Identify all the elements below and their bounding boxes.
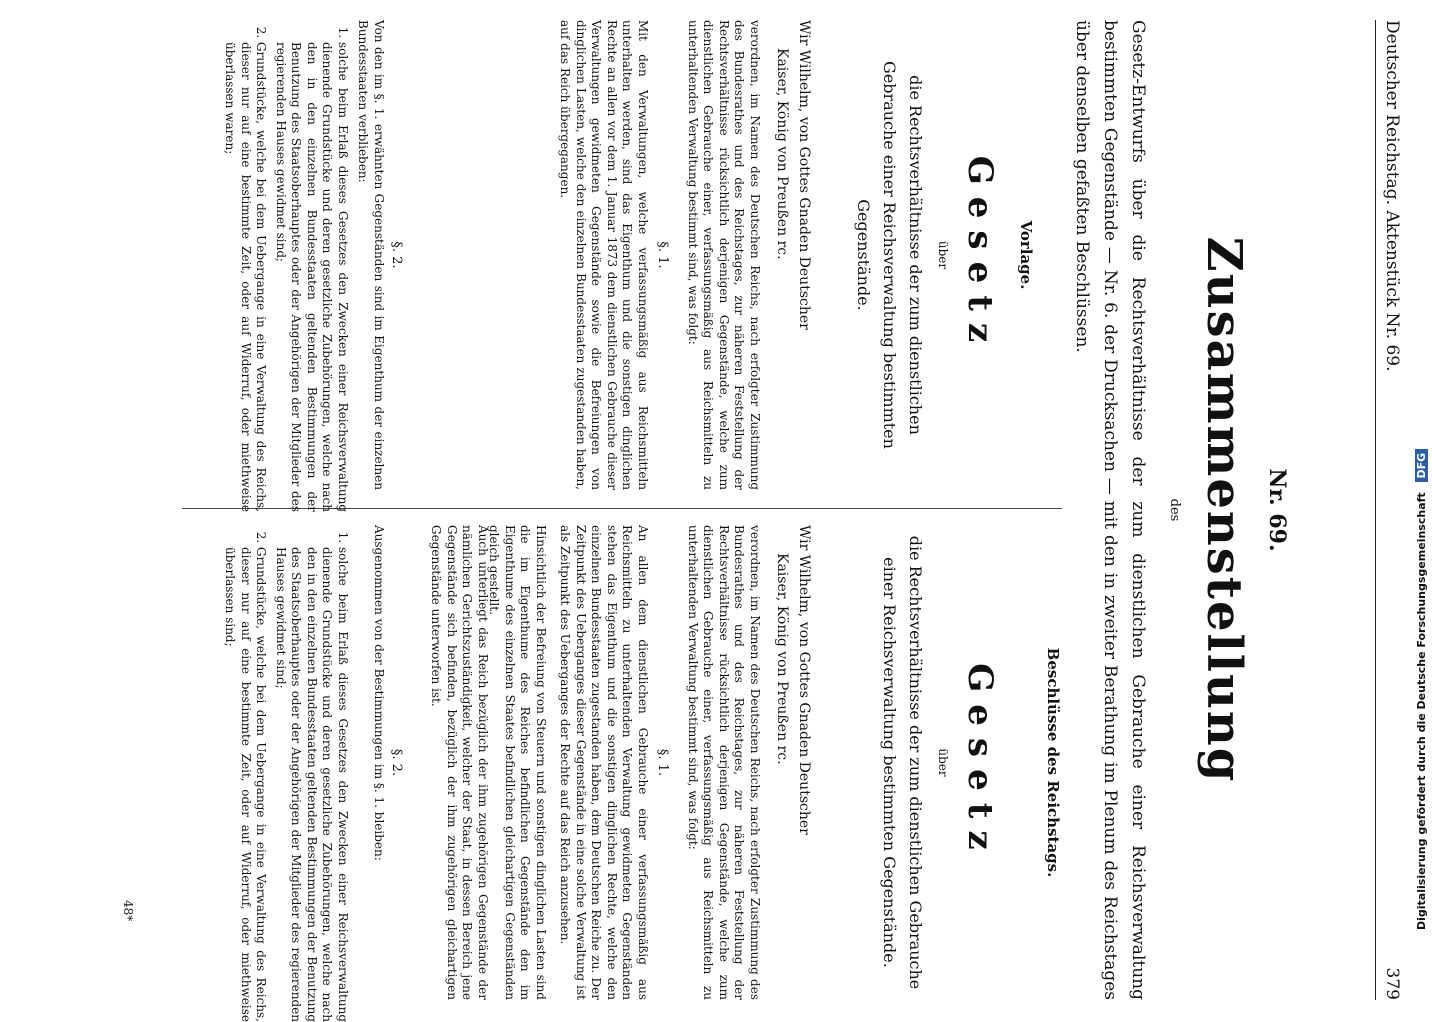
right-ueber: über xyxy=(936,748,950,777)
left-wir-line: Wir Wilhelm, von Gottes Gnaden Deutscher xyxy=(796,20,812,330)
right-subtitle: die Rechtsverhältnisse der zum dienstlichen Gebrauche einer Reichsverwaltung bestimmten Gegenstände. xyxy=(880,535,925,990)
left-section-1-text: Mit den Verwaltungen, welche verfassungsmäßig aus Reichsmitteln unterhalten werden, sind das Eigenthum und die sonstigen dinglichen Rechte an allen vor dem 1. Januar 1873 dem dienstlichen Gebrauche dieser Verwaltungen gewidmeten Gegenstände sowie die Befreiungen von dinglichen Lasten, welche den einzelnen Bundesstaaten zugestanden haben, auf das Reich übergegangen. xyxy=(558,20,650,490)
digitization-credit xyxy=(1415,449,1428,930)
header-rule xyxy=(1375,20,1376,1000)
left-kaiser-line: Kaiser, König von Preußen rc. xyxy=(774,48,790,260)
list-item: 2. Grundstücke, welche bei dem Uebergange in eine Verwaltung des Reichs, dieser nur auf eine bestimmte Zeit, oder auf Widerruf, oder miethweise überlassen sind; xyxy=(222,547,269,1022)
right-kaiser-line: Kaiser, König von Preußen rc. xyxy=(774,553,790,765)
left-subtitle: die Rechtsverhältnisse der zum dienstlichen Gebrauche einer Reichsverwaltung bestimmten Gegenstände. xyxy=(854,61,925,449)
des-word: des xyxy=(1167,498,1182,522)
right-item-list xyxy=(218,525,350,1022)
right-column-heading: Beschlüsse des Reichstags. xyxy=(1044,647,1062,878)
page-number: 379 xyxy=(1382,967,1402,1000)
list-item: 2. Grundstücke, welche bei dem Uebergange in eine Verwaltung des Reichs, dieser nur auf eine bestimmte Zeit, oder auf Widerruf, oder miethweise überlassen waren; xyxy=(222,42,269,512)
right-section-1-text-b: Hinsichtlich der Befreiung von Steuern und sonstigen dinglichen Lasten sind die im Eigenthume des Reiches befindlichen Gegenstände den im Eigenthume des einzelnen Staates befindlichen gleichartigen Gegenständen gleich gestellt. xyxy=(487,525,548,1000)
left-preamble: verordnen, im Namen des Deutschen Reichs, nach erfolgter Zustimmung des Bundesrathes und des Reichstages, zur näheren Feststellung der Rechtsverhältnisse rücksichtlich derjenigen Gegenstände, welche zum dienstlichen Gebrauche einer, verfassungsmäßig aus Reichsmitteln zu unterhaltenden Verwaltung bestimmt sind, was folgt: xyxy=(686,20,762,490)
left-section-1: §. 1. xyxy=(655,241,670,269)
right-section-2: §. 2. xyxy=(389,748,404,777)
document-page xyxy=(15,20,1410,1022)
left-section-2-text: Von den im §. 1. erwähnten Gegenständen sind im Eigenthum der einzelnen Bundesstaaten verblieben: xyxy=(356,20,386,490)
right-section-1: §. 1. xyxy=(655,748,670,777)
right-section-1-text-c: Auch unterliegt das Reich bezüglich der ihm zugehörigen Gegenstände der nämlichen Gerichtszuständigkeit, welcher der Staat, in dessen Bereich jene Gegenstände sich befinden, bezüglich der ihm zugehörigen gleichartigen Gegenstände unterworfen ist. xyxy=(429,525,490,1000)
running-header: Deutscher Reichstag. Aktenstück Nr. 69. xyxy=(1382,20,1402,372)
right-section-1-text-a: An allen dem dienstlichen Gebrauche einer verfassungsmäßig aus Reichsmitteln zu unterhaltenden Verwaltung gewidmeten Gegenständen stehen das Eigenthum und die sonstigen dinglichen Rechte, welche den einzelnen Bundesstaaten zugestanden haben, dem Deutschen Reiche zu. Der Zeitpunkt des Ueberganges dieser Gegenstände in eine solche Verwaltung ist als Zeitpunkt des Ueberganges der Rechte auf das Reich anzusehen. xyxy=(558,525,650,1000)
credit-text: Digitalisierung gefördert durch die Deutsche Forschungsgemeinschaft xyxy=(1415,492,1428,930)
left-gesetz-heading: Gesetz xyxy=(960,155,1000,355)
left-column-heading: Vorlage. xyxy=(1017,220,1035,290)
dfg-logo: DFG xyxy=(1415,449,1428,483)
document-title: Zusammenstellung xyxy=(1196,236,1252,784)
signature-footnote: 48* xyxy=(121,900,135,922)
right-gesetz-heading: Gesetz xyxy=(960,663,1000,862)
list-item: 1. solche beim Erlaß dieses Gesetzes den Zwecken einer Reichsverwaltung dienende Grundstücke und deren gesetzliche Zubehörungen, welche nach den in den einzelnen Bundesstaaten geltenden Bestimmungen der Benutzung des Staatsoberhauptes oder der Angehörigen der Mitglieder des regierenden Hauses gewidmet sind; xyxy=(273,547,351,1022)
left-item-list xyxy=(218,20,350,512)
document-number: Nr. 69. xyxy=(1264,468,1290,552)
intro-paragraph: Gesetz-Entwurfs über die Rechtsverhältnisse der zum dienstlichen Gebrauche einer Reichsverwaltung bestimmten Gegenstände — Nr. 6. der Drucksachen — mit den in zweiter Berathung im Plenum des Reichstages über denselben gefaßten Beschlüssen. xyxy=(1072,20,1148,1000)
right-preamble: verordnen, im Namen des Deutschen Reichs, nach erfolgter Zustimmung des Bundesrathes und des Reichstages, zur näheren Feststellung der Rechtsverhältnisse rücksichtlich derjenigen Gegenstände, welche zum dienstlichen Gebrauche einer, verfassungsmäßig aus Reichsmitteln zu unterhaltenden Verwaltung bestimmt sind, was folgt: xyxy=(686,525,762,1000)
right-wir-line: Wir Wilhelm, von Gottes Gnaden Deutscher xyxy=(796,525,812,835)
left-section-2: §. 2. xyxy=(389,241,404,269)
list-item: 1. solche beim Erlaß dieses Gesetzes den Zwecken einer Reichsverwaltung dienende Grundstücke und deren gesetzliche Zubehörungen, welche nach den in den einzelnen Bundesstaaten geltenden Bestimmungen der Benutzung des Staatsoberhauptes oder der Angehörigen der Mitglieder des regierenden Hauses gewidmet sind; xyxy=(273,42,351,512)
right-section-2-text: Ausgenommen von der Bestimmungen im §. 1. bleiben: xyxy=(372,525,386,861)
left-ueber: über xyxy=(936,240,950,270)
